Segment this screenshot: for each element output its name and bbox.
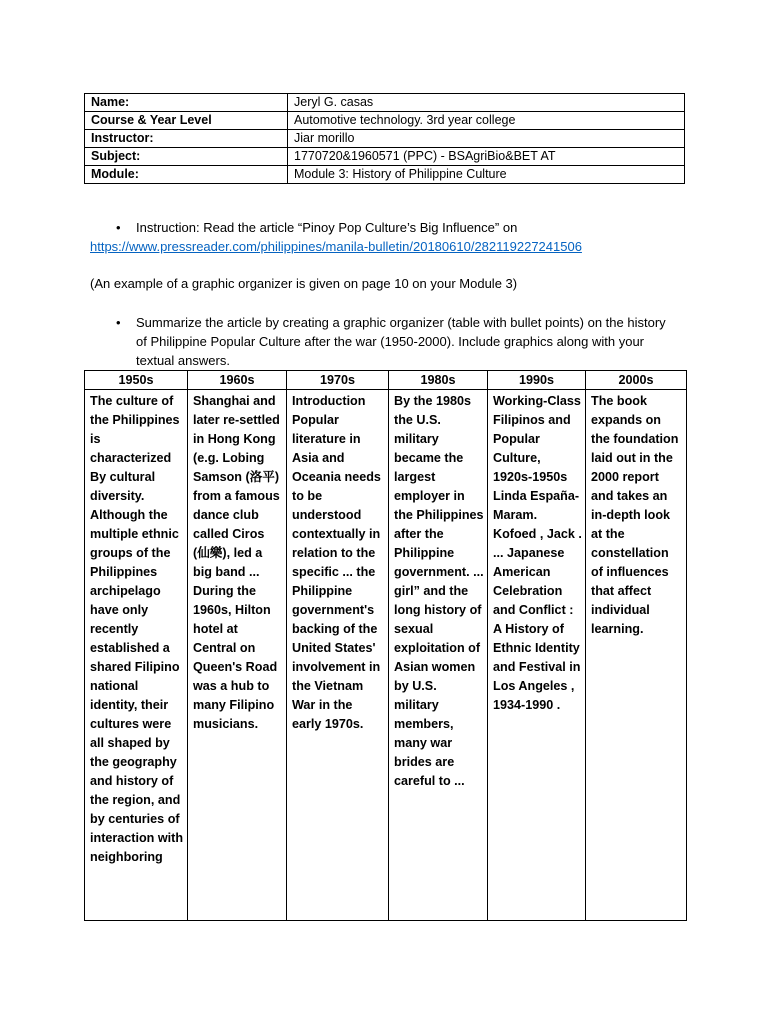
info-row (85, 112, 685, 130)
info-value: Jiar morillo (288, 130, 685, 148)
info-row (85, 94, 685, 112)
student-info-table (84, 93, 685, 184)
decade-summary-cell: Introduction Popular literature in Asia and Oceania needs to be understood contextually in relation to the specific ... the Philippine government's backing of the United States' involvement in the Vietnam War in the early 1970s. (287, 390, 389, 921)
decade-header: 1990s (488, 371, 586, 390)
instruction-bullet: • (116, 220, 121, 235)
info-row (85, 166, 685, 184)
graphic-organizer-note: (An example of a graphic organizer is given on page 10 on your Module 3) (90, 276, 518, 291)
info-label: Instructor: (85, 130, 288, 148)
info-label: Name: (85, 94, 288, 112)
info-value: 1770720&1960571 (PPC) - BSAgriBio&BET AT (288, 148, 685, 166)
info-value: Module 3: History of Philippine Culture (288, 166, 685, 184)
info-value: Automotive technology. 3rd year college (288, 112, 685, 130)
info-row (85, 148, 685, 166)
info-label: Course & Year Level (85, 112, 288, 130)
info-value: Jeryl G. casas (288, 94, 685, 112)
info-label: Subject: (85, 148, 288, 166)
info-label: Module: (85, 166, 288, 184)
decade-summary-cell: Working-Class Filipinos and Popular Culture, 1920s-1950s Linda España-Maram. Kofoed , Jack . ... Japanese American Celebration and Conflict : A History of Ethnic Identity and Festival in Los Angeles , 1934-1990 . (488, 390, 586, 921)
decade-summary-cell: The culture of the Philippines is characterized By cultural diversity. Although the multiple ethnic groups of the Philippines archipelago have only recently established a shared Filipino national identity, their cultures were all shaped by the geography and history of the region, and by centuries of interaction with neighboring (85, 390, 188, 921)
article-link[interactable]: https://www.pressreader.com/philippines/manila-bulletin/20180610/282119227241506 (90, 239, 582, 254)
graphic-organizer-table (84, 370, 687, 921)
decade-header: 2000s (586, 371, 687, 390)
decade-header: 1980s (389, 371, 488, 390)
decade-summary-cell: By the 1980s the U.S. military became the largest employer in the Philippines after the Philippine government. ... girl” and the long history of sexual exploitation of Asian women by U.S. military members, many war brides are careful to ... (389, 390, 488, 921)
instruction-text: Instruction: Read the article “Pinoy Pop Culture’s Big Influence” on (136, 220, 518, 235)
summary-bullet: • (116, 315, 121, 330)
summary-instruction: Summarize the article by creating a graphic organizer (table with bullet points) on the history of Philippine Popular Culture after the war (1950-2000). Include graphics along with your textual answers. (136, 315, 666, 368)
decade-summary-cell: The book expands on the foundation laid out in the 2000 report and takes an in-depth look at the constellation of influences that affect individual learning. (586, 390, 687, 921)
decade-summary-cell: Shanghai and later re-settled in Hong Kong (e.g. Lobing Samson (洛平) from a famous dance club called Ciros (仙樂), led a big band ... During the 1960s, Hilton hotel at Central on Queen's Road was a hub to many Filipino musicians. (188, 390, 287, 921)
info-row (85, 130, 685, 148)
decade-header: 1960s (188, 371, 287, 390)
decade-header: 1970s (287, 371, 389, 390)
decade-header: 1950s (85, 371, 188, 390)
